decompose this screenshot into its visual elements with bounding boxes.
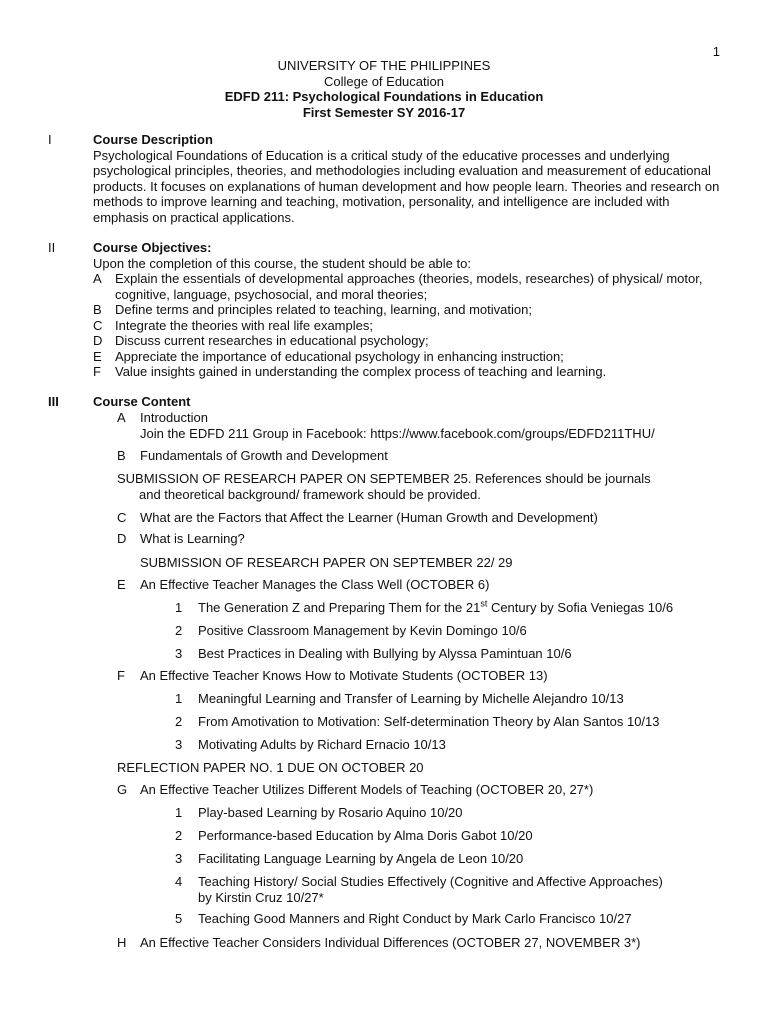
content-item-c: C What are the Factors that Affect the Learner (Human Growth and Development) [117,510,598,525]
section-title: Course Objectives: [93,240,212,255]
content-item-h: H An Effective Teacher Considers Individual Differences (OCTOBER 27, NOVEMBER 3*) [117,935,641,950]
college-name: College of Education [324,73,444,89]
section-number: I [48,132,52,147]
content-item-f: F An Effective Teacher Knows How to Motivate Students (OCTOBER 13) [117,668,548,683]
objective-item: C Integrate the theories with real life examples; [93,317,373,333]
objective-item: A Explain the essentials of developmental approaches (theories, models, researches) of physical/ motor, cognitive, language, psychosocial, and moral theories; [93,271,703,302]
section-title: Course Description [93,132,213,147]
document-header [0,58,768,120]
subtopic-item: 3 Motivating Adults by Richard Ernacio 10/13 [175,737,446,752]
section-number: III [48,394,59,409]
objectives-list [93,271,723,380]
page-number: 1 [712,44,720,59]
objective-item: D Discuss current researches in educational psychology; [93,333,429,348]
facebook-group-link: Join the EDFD 211 Group in Facebook: https://www.facebook.com/groups/EDFD211THU/ [140,425,655,441]
research-paper-deadline: SUBMISSION OF RESEARCH PAPER ON SEPTEMBER 22/ 29 [140,554,513,570]
objective-item: E Appreciate the importance of educational psychology in enhancing instruction; [93,348,564,364]
subtopic-item: 5 Teaching Good Manners and Right Conduct by Mark Carlo Francisco 10/27 [175,911,632,926]
objective-item: F Value insights gained in understanding the complex process of teaching and learning. [93,364,607,379]
section-course-objectives [48,240,728,380]
objective-item: B Define terms and principles related to teaching, learning, and motivation; [93,302,532,317]
subtopic-item: 4 Teaching History/ Social Studies Effectively (Cognitive and Affective Approaches) by Kirstin Cruz 10/27* [175,874,663,905]
subtopic-item: 1 Meaningful Learning and Transfer of Learning by Michelle Alejandro 10/13 [175,691,624,706]
subtopic-item: 2 Performance-based Education by Alma Doris Gabot 10/20 [175,828,533,843]
university-name: UNIVERSITY OF THE PHILIPPINES [277,58,491,73]
section-course-description [48,132,728,225]
course-title: EDFD 211: Psychological Foundations in Education [224,89,544,104]
research-paper-note: SUBMISSION OF RESEARCH PAPER ON SEPTEMBER 25. References should be journals and theoretical background/ framework should be provided. [117,471,651,502]
content-item-g: G An Effective Teacher Utilizes Different Models of Teaching (OCTOBER 20, 27*) [117,782,594,797]
course-description-text: Psychological Foundations of Education is a critical study of the educative processes and underlying psychological principles, theories, and methodologies including evaluation and measurement of educational products. It focuses on explanations of human development and how people learn. Theories and research on methods to improve learning and teaching, motivation, personality, and intelligence are included with emphasis on practical applications. [93,147,720,225]
section-number: II [48,240,56,255]
semester: First Semester SY 2016-17 [302,104,466,120]
section-title: Course Content [93,394,191,409]
content-item-e: E An Effective Teacher Manages the Class Well (OCTOBER 6) [117,577,490,592]
subtopic-item: 2 Positive Classroom Management by Kevin Domingo 10/6 [175,623,527,638]
subtopic-item: 3 Facilitating Language Learning by Angela de Leon 10/20 [175,851,524,866]
objectives-intro: Upon the completion of this course, the student should be able to: [93,255,471,271]
subtopic-item: 3 Best Practices in Dealing with Bullying by Alyssa Pamintuan 10/6 [175,646,572,661]
subtopic-item: 2 From Amotivation to Motivation: Self-determination Theory by Alan Santos 10/13 [175,714,660,729]
reflection-paper-note: REFLECTION PAPER NO. 1 DUE ON OCTOBER 20 [117,760,424,775]
subtopic-item: 1 Play-based Learning by Rosario Aquino 10/20 [175,805,463,820]
content-item-d: D What is Learning? SUBMISSION OF RESEARCH PAPER ON SEPTEMBER 22/ 29 [117,531,737,570]
content-item-b: B Fundamentals of Growth and Development [117,448,388,463]
section-course-content [48,394,728,410]
subtopic-item: 1 The Generation Z and Preparing Them for the 21st Century by Sofia Veniegas 10/6 [175,598,674,615]
content-item-a: A Introduction Join the EDFD 211 Group in Facebook: https://www.facebook.com/groups/EDFD211THU/ [117,410,737,441]
